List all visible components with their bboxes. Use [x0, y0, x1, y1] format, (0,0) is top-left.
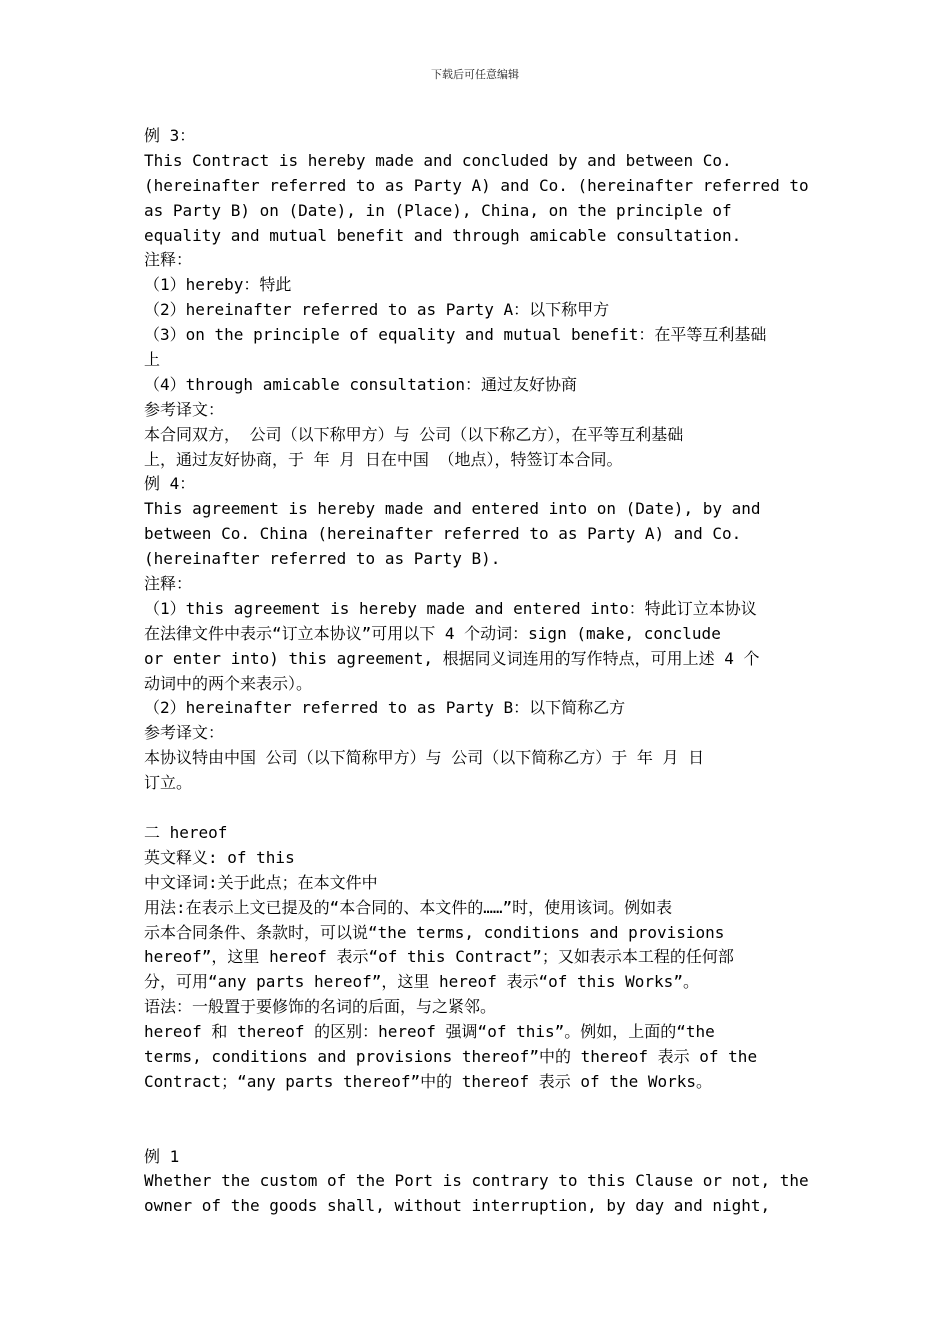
text-line: （4）through amicable consultation：通过友好协商 [144, 374, 577, 394]
text-line: This agreement is hereby made and entered into on (Date), by and [144, 499, 761, 519]
text-line: 本合同双方， 公司（以下称甲方）与 公司（以下称乙方），在平等互利基础 [144, 424, 684, 444]
text-line: 参考译文： [144, 723, 225, 743]
text-line: 示本合同条件、条款时，可以说“the terms, conditions and provisions [144, 922, 725, 942]
text-line: （2）hereinafter referred to as Party B：以下简称乙方 [144, 698, 626, 718]
text-line: 分，可用“any parts hereof”，这里 hereof 表示“of this Works”。 [144, 972, 699, 992]
text-line: This Contract is hereby made and concluded by and between Co. [144, 150, 732, 170]
text-line: 动词中的两个来表示）。 [144, 673, 313, 693]
text-line: （1）this agreement is hereby made and entered into：特此订立本协议 [144, 598, 757, 618]
text-line: Whether the custom of the Port is contrary to this Clause or not, the [144, 1171, 809, 1191]
text-line: 例 3： [144, 126, 196, 145]
page-header: 下载后可任意编辑 [431, 68, 519, 81]
text-line: (hereinafter referred to as Party A) and Co. (hereinafter referred to [144, 175, 809, 195]
blank-line [144, 1120, 824, 1145]
text-line: 在法律文件中表示“订立本协议”可用以下 4 个动词：sign (make, conclude [144, 623, 721, 643]
text-line: 注释： [144, 250, 193, 270]
text-line: （1）hereby：特此 [144, 275, 292, 295]
text-line: 注释： [144, 574, 193, 594]
text-line: terms, conditions and provisions thereof”中的 thereof 表示 of the [144, 1046, 758, 1066]
text-line: （3）on the principle of equality and mutual benefit：在平等互利基础 [144, 325, 767, 345]
text-line: 用法:在表示上文已提及的“本合同的、本文件的……”时，使用该词。例如表 [144, 897, 673, 917]
text-line: equality and mutual benefit and through amicable consultation. [144, 225, 742, 245]
text-line: hereof 和 thereof 的区别：hereof 强调“of this”。例如，上面的“the [144, 1022, 715, 1042]
text-line: (hereinafter referred to as Party B). [144, 549, 501, 569]
text-line: as Party B) on (Date), in (Place), China, on the principle of [144, 200, 732, 220]
text-line: hereof”，这里 hereof 表示“of this Contract”；又如表示本工程的任何部 [144, 947, 734, 967]
text-line: 例 1 [144, 1146, 180, 1166]
text-line: 例 4： [144, 474, 196, 494]
text-line: （2）hereinafter referred to as Party A：以下称甲方 [144, 300, 610, 320]
blank-line [144, 1095, 824, 1120]
text-line: 语法：一般置于要修饰的名词的后面，与之紧邻。 [144, 997, 497, 1017]
section-heading: 二 hereof [144, 822, 228, 842]
text-line: 本协议特由中国 公司（以下简称甲方）与 公司（以下简称乙方）于 年 月 日 [144, 748, 705, 768]
document-body [144, 124, 824, 1219]
text-line: 英文释义: of this [144, 847, 295, 867]
blank-line [144, 796, 824, 821]
text-line: Contract；“any parts thereof”中的 thereof 表示 of the Works。 [144, 1071, 713, 1091]
text-line: 上，通过友好协商，于 年 月 日在中国 （地点），特签订本合同。 [144, 449, 623, 469]
text-line: or enter into) this agreement, 根据同义词连用的写作特点，可用上述 4 个 [144, 648, 760, 668]
text-line: 订立。 [144, 773, 193, 793]
text-line: owner of the goods shall, without interruption, by day and night, [144, 1196, 771, 1216]
text-line: 参考译文： [144, 399, 225, 419]
text-line: 上 [144, 350, 161, 370]
text-line: 中文译词:关于此点；在本文件中 [144, 872, 378, 892]
text-line: between Co. China (hereinafter referred to as Party A) and Co. [144, 524, 742, 544]
